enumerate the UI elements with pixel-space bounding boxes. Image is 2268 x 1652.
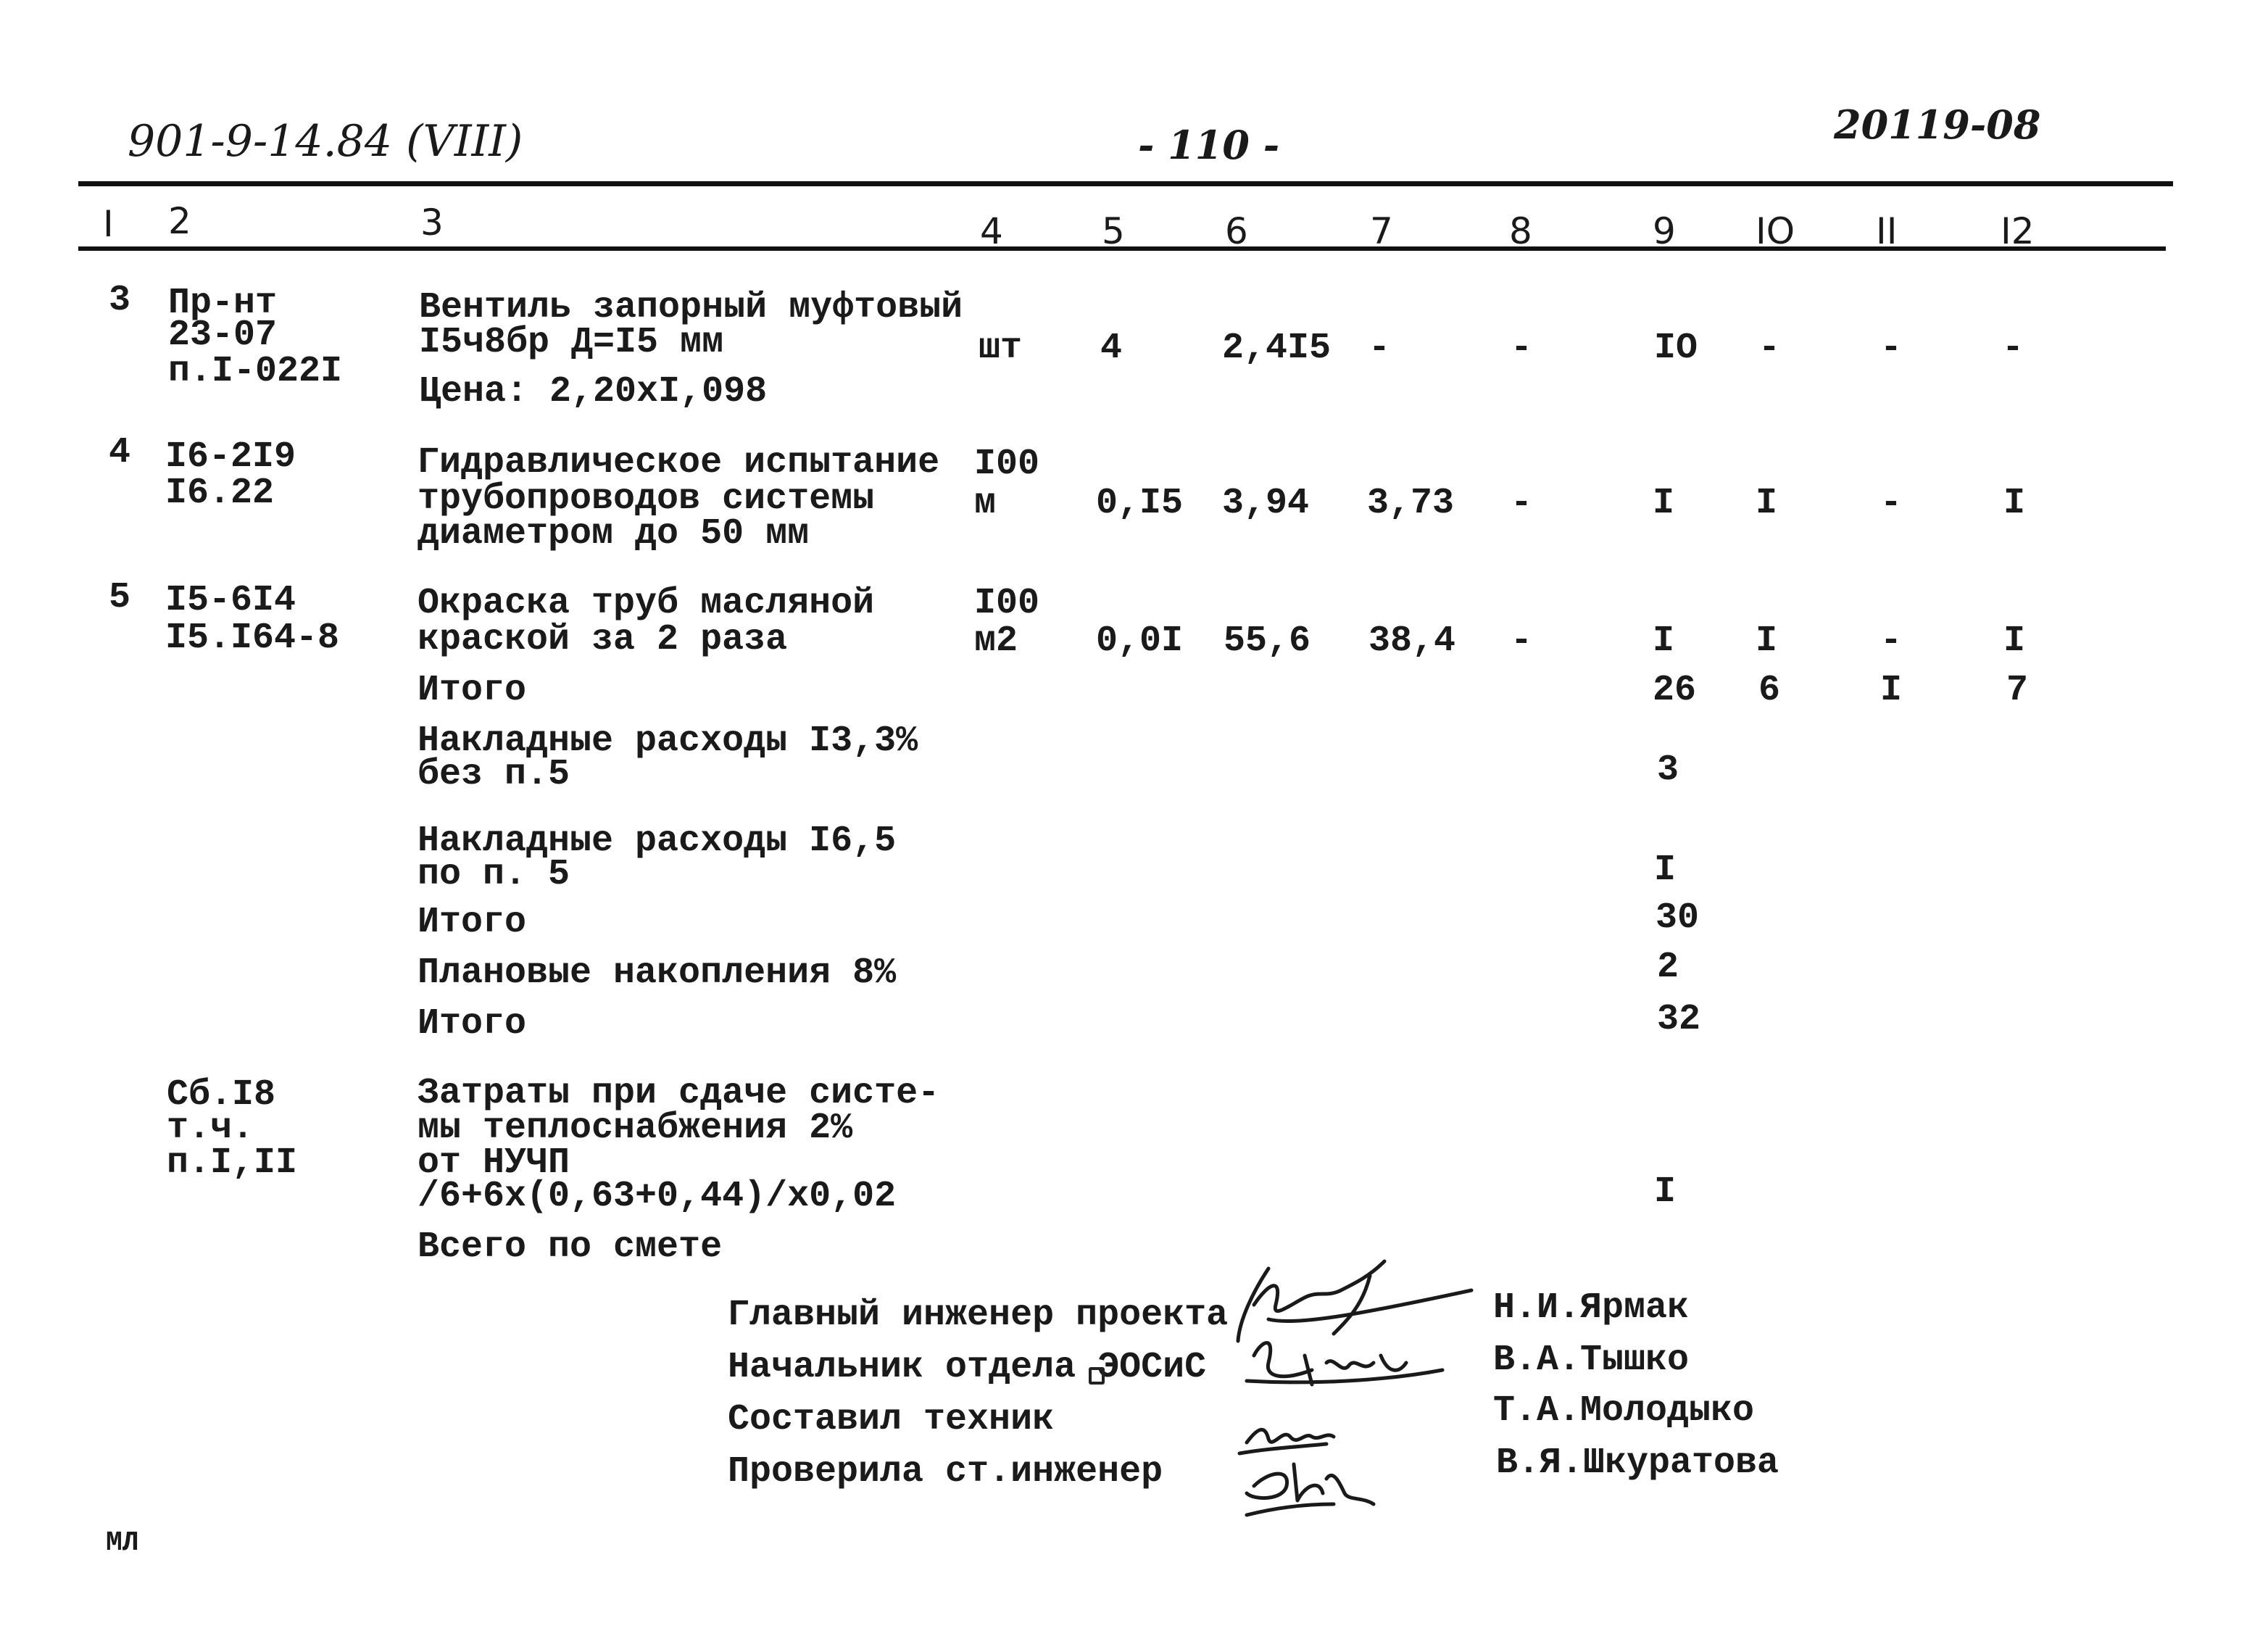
row-unit: м2 (974, 620, 1018, 662)
signature-name: В.А.Тышко (1493, 1340, 1690, 1381)
sheet-reference: 20119-08 (1834, 101, 2041, 148)
footer-mark: МЛ (106, 1527, 139, 1558)
page-number: - 110 - (1138, 122, 1280, 168)
row-description-line: Вентиль запорный муфтовый (419, 287, 963, 328)
row-c9: I (1653, 483, 1675, 524)
row-c6: 3,94 (1222, 483, 1310, 524)
row-c10: I (1756, 620, 1778, 662)
row-c7: 3,73 (1367, 483, 1455, 524)
extra-code-line: т.ч. (167, 1108, 254, 1149)
row-number: 3 (109, 280, 131, 321)
row-c6: 2,4I5 (1222, 328, 1332, 369)
column-header: 7 (1370, 210, 1393, 252)
row-price: Цена: 2,20хI,098 (419, 371, 768, 412)
summary-c12: 7 (2006, 670, 2029, 711)
signature-name: В.Я.Шкуратова (1496, 1443, 1779, 1484)
row-code-line: I6.22 (165, 473, 275, 514)
row-c8: - (1511, 328, 1533, 369)
column-header: 3 (420, 202, 444, 244)
small-mark (1089, 1367, 1105, 1385)
total-label: Всего по смете (418, 1226, 723, 1268)
row-unit: I00 (974, 444, 1040, 485)
extra-code-line: п.I,II (167, 1142, 298, 1184)
row-c12: I (2003, 483, 2026, 524)
summary-label: Плановые накопления 8% (418, 952, 897, 994)
row-unit: шт (979, 328, 1023, 369)
column-header: IO (1756, 210, 1795, 252)
row-unit: I00 (974, 583, 1040, 624)
extra-description-line: от НУЧП (418, 1142, 570, 1184)
extra-description-line: мы теплоснабжения 2% (418, 1108, 853, 1149)
extra-description-line: /6+6х(0,63+0,44)/х0,02 (418, 1176, 897, 1217)
column-header: I2 (2001, 210, 2035, 252)
row-description-line: диаметром до 50 мм (418, 513, 810, 555)
row-quantity: 0,I5 (1096, 483, 1184, 524)
column-header: 8 (1509, 210, 1532, 252)
row-c8: - (1511, 620, 1533, 662)
signature-role: Проверила ст.инженер (728, 1451, 1163, 1493)
column-header: I (103, 203, 114, 245)
column-header: 2 (168, 200, 191, 242)
summary-label: Накладные расходы I6,5 (418, 821, 897, 862)
row-c7: - (1368, 328, 1391, 369)
row-c12: I (2003, 620, 2026, 662)
signature-role: Главный инженер проекта (728, 1295, 1229, 1336)
row-code-line: п.I-022I (168, 351, 343, 392)
row-description-line: I5ч8бр Д=I5 мм (419, 322, 724, 363)
row-unit: м (974, 483, 997, 524)
row-number: 4 (109, 432, 131, 473)
summary-label: Итого (418, 670, 527, 711)
summary-c9: 26 (1653, 670, 1697, 711)
summary-c9: 2 (1657, 947, 1679, 988)
row-c10: I (1756, 483, 1778, 524)
row-c12: - (2002, 328, 2024, 369)
summary-c9: I (1654, 850, 1677, 891)
summary-c10: 6 (1758, 670, 1781, 711)
column-header: 4 (980, 210, 1003, 252)
row-code-line: I5.I64-8 (165, 618, 340, 659)
extra-code-line: Сб.I8 (167, 1074, 276, 1116)
column-header: 9 (1653, 210, 1676, 252)
summary-c9: 32 (1657, 999, 1701, 1040)
row-c9: I (1653, 620, 1675, 662)
row-code-line: 23-07 (168, 315, 278, 356)
row-description-line: краской за 2 раза (418, 619, 788, 660)
document-code: 901-9-14.84 (VIII) (128, 116, 523, 167)
summary-label: без п.5 (418, 754, 570, 795)
column-header: II (1876, 210, 1898, 252)
row-code-line: I6-2I9 (165, 436, 296, 478)
summary-label: Накладные расходы I3,3% (418, 721, 918, 762)
row-c8: - (1511, 483, 1533, 524)
row-c10: - (1758, 328, 1781, 369)
row-description-line: Окраска труб масляной (418, 583, 875, 624)
signature-role: Составил техник (728, 1399, 1055, 1440)
row-quantity: 0,0I (1096, 620, 1184, 662)
row-quantity: 4 (1100, 328, 1123, 369)
row-description-line: трубопроводов системы (418, 478, 875, 520)
signature-name: Н.И.Ярмак (1493, 1287, 1690, 1329)
signature-role: Начальник отдела ЭОСиС (728, 1347, 1207, 1388)
signature-name: Т.А.Молодыко (1493, 1390, 1755, 1432)
row-number: 5 (109, 577, 131, 618)
row-description-line: Гидравлическое испытание (418, 442, 940, 483)
summary-c9: 30 (1656, 897, 1700, 939)
top-rule (78, 181, 2173, 186)
row-code-line: I5-6I4 (165, 580, 296, 621)
row-c9: IO (1654, 328, 1698, 369)
row-c6: 55,6 (1224, 620, 1311, 662)
row-code-line: Пр-нт (168, 283, 278, 324)
summary-label: Итого (418, 902, 527, 943)
handwritten-signatures (1225, 1247, 1500, 1537)
summary-c9: 3 (1657, 750, 1679, 791)
summary-c11: I (1880, 670, 1903, 711)
extra-description-line: Затраты при сдаче систе- (418, 1073, 940, 1114)
column-header: 5 (1102, 210, 1125, 252)
row-c11: - (1880, 620, 1903, 662)
row-c11: - (1880, 483, 1903, 524)
summary-label: по п. 5 (418, 854, 570, 895)
row-c11: - (1880, 328, 1903, 369)
extra-c9: I (1654, 1171, 1677, 1213)
summary-label: Итого (418, 1003, 527, 1045)
row-c7: 38,4 (1368, 620, 1456, 662)
column-header: 6 (1225, 210, 1248, 252)
